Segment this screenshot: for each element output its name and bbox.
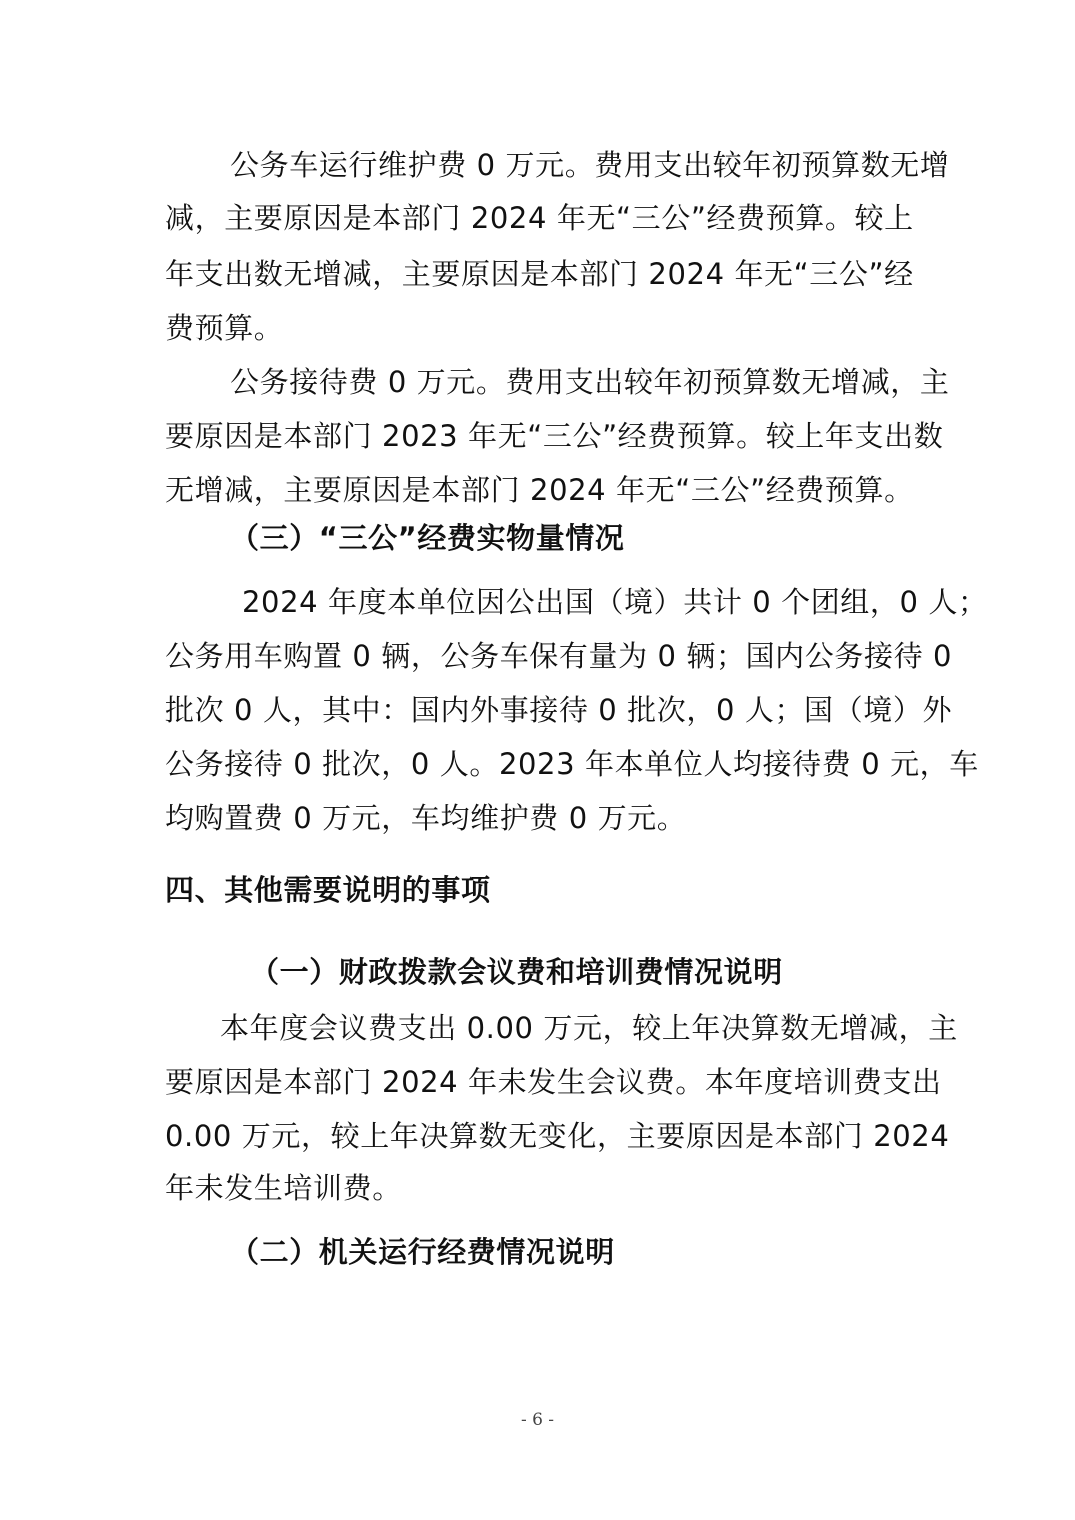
paragraph-line: 减，主要原因是本部门 2024 年无“三公”经费预算。较上 <box>165 201 914 235</box>
paragraph-line: 公务接待费 0 万元。费用支出较年初预算数无增减，主 <box>230 365 950 399</box>
paragraph-line: 公务车运行维护费 0 万元。费用支出较年初预算数无增 <box>230 148 950 182</box>
paragraph-line: 0.00 万元，较上年决算数无变化，主要原因是本部门 2024 <box>165 1119 950 1153</box>
page-number: - 6 - <box>520 1410 555 1430</box>
paragraph-line: 本年度会议费支出 0.00 万元，较上年决算数无增减，主 <box>220 1011 958 1045</box>
paragraph-line: 均购置费 0 万元，车均维护费 0 万元。 <box>165 801 687 835</box>
section-heading: （二）机关运行经费情况说明 <box>230 1235 615 1269</box>
paragraph-line: 无增减，主要原因是本部门 2024 年无“三公”经费预算。 <box>165 473 914 507</box>
paragraph-line: 公务接待 0 批次，0 人。2023 年本单位人均接待费 0 元，车 <box>165 747 979 781</box>
paragraph-line: 年支出数无增减，主要原因是本部门 2024 年无“三公”经 <box>165 257 914 291</box>
paragraph-line: 年未发生培训费。 <box>165 1171 402 1205</box>
paragraph-line: 要原因是本部门 2024 年未发生会议费。本年度培训费支出 <box>165 1065 942 1099</box>
paragraph-line: 2024 年度本单位因公出国（境）共计 0 个团组，0 人； <box>242 585 988 619</box>
paragraph-line: 要原因是本部门 2023 年无“三公”经费预算。较上年支出数 <box>165 419 944 453</box>
paragraph-line: 费预算。 <box>165 311 284 345</box>
paragraph-line: 公务用车购置 0 辆，公务车保有量为 0 辆；国内公务接待 0 <box>165 639 953 673</box>
section-heading: （一）财政拨款会议费和培训费情况说明 <box>250 955 783 989</box>
chapter-heading: 四、其他需要说明的事项 <box>165 873 491 907</box>
paragraph-line: 批次 0 人，其中：国内外事接待 0 批次，0 人；国（境）外 <box>165 693 953 727</box>
section-heading: （三）“三公”经费实物量情况 <box>230 521 625 555</box>
